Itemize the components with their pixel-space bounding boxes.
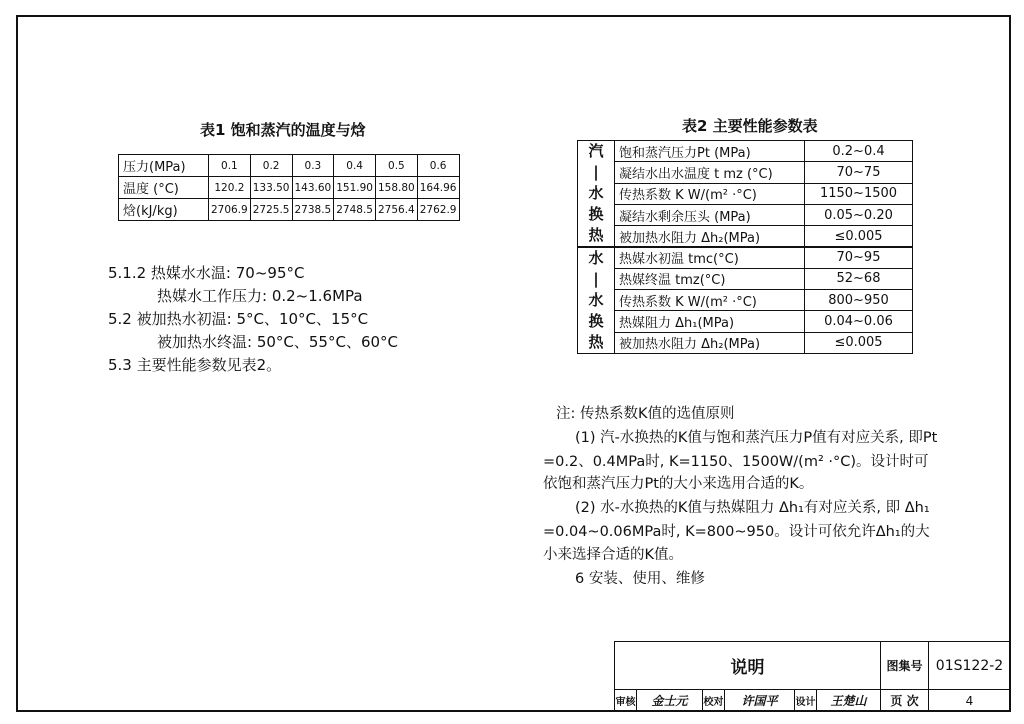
side-char: 换 xyxy=(588,312,604,330)
note-title: 注: 传热系数K值的选值原则 xyxy=(556,406,735,422)
table-row xyxy=(119,199,460,221)
table-row xyxy=(578,332,913,353)
section-6-heading: 6 安装、使用、维修 xyxy=(575,571,705,587)
note-line: =0.2、0.4MPa时, K=1150、1500W/(m² ·°C)。设计时可 xyxy=(543,454,929,470)
table-cell: 0.3 xyxy=(292,155,334,177)
side-char: | xyxy=(593,270,599,288)
note-line: 依饱和蒸汽压力Pt的大小来选用合适的K。 xyxy=(543,476,814,492)
param-name: 被加热水阻力 Δh₂(MPa) xyxy=(615,226,805,247)
saturated-steam-table xyxy=(118,154,460,221)
param-value: 1150~1500 xyxy=(805,183,913,204)
design-signature: 王楚山 xyxy=(817,690,881,712)
param-name: 热媒水初温 tmc(°C) xyxy=(615,247,805,268)
section-5-1-2: 5.1.2 热媒水水温: 70~95°C xyxy=(108,264,305,282)
section-5-1-2-pressure: 热媒水工作压力: 0.2~1.6MPa xyxy=(157,287,363,305)
table-cell: 0.4 xyxy=(334,155,376,177)
table-cell: 0.6 xyxy=(417,155,459,177)
param-value: 800~950 xyxy=(805,290,913,311)
side-char: 热 xyxy=(588,333,604,351)
param-value: 0.04~0.06 xyxy=(805,311,913,332)
param-value: ≤0.005 xyxy=(805,332,913,353)
side-char: 水 xyxy=(588,184,604,202)
performance-table xyxy=(577,140,913,354)
table-row xyxy=(578,162,913,183)
param-name: 热媒终温 tmz(°C) xyxy=(615,268,805,289)
table-cell: 2748.5 xyxy=(334,199,376,221)
table-row xyxy=(119,177,460,199)
review-label: 审核 xyxy=(615,690,637,712)
param-name: 凝结水出水温度 t mz (°C) xyxy=(615,162,805,183)
table-row xyxy=(578,183,913,204)
page-number: 4 xyxy=(929,690,1011,712)
table-cell: 0.1 xyxy=(209,155,251,177)
param-name: 传热系数 K W/(m² ·°C) xyxy=(615,183,805,204)
side-char: 水 xyxy=(588,249,604,267)
table-row xyxy=(578,290,913,311)
table-row xyxy=(578,247,913,268)
side-char: 汽 xyxy=(588,142,604,160)
table-row xyxy=(578,268,913,289)
table-cell: 143.60 xyxy=(292,177,334,199)
table-row xyxy=(578,141,913,162)
design-label: 设计 xyxy=(795,690,817,712)
param-name: 热媒阻力 Δh₁(MPa) xyxy=(615,311,805,332)
document-title: 说明 xyxy=(615,642,881,690)
section-5-3: 5.3 主要性能参数见表2。 xyxy=(108,356,282,374)
water-water-label xyxy=(578,247,615,354)
side-char: 水 xyxy=(588,291,604,309)
table-cell: 2706.9 xyxy=(209,199,251,221)
section-5-2-final-temp: 被加热水终温: 50°C、55°C、60°C xyxy=(157,333,399,351)
param-value: ≤0.005 xyxy=(805,226,913,247)
table-cell: 2725.5 xyxy=(250,199,292,221)
check-label: 校对 xyxy=(703,690,725,712)
table-cell: 164.96 xyxy=(417,177,459,199)
table-cell: 151.90 xyxy=(334,177,376,199)
table-row xyxy=(119,155,460,177)
review-signature: 金士元 xyxy=(637,690,703,712)
side-char: 热 xyxy=(588,226,604,244)
side-char: 换 xyxy=(588,205,604,223)
side-char: | xyxy=(593,163,599,181)
param-value: 70~75 xyxy=(805,162,913,183)
table-row xyxy=(578,311,913,332)
table-row xyxy=(578,204,913,225)
param-value: 52~68 xyxy=(805,268,913,289)
note-line: (2) 水-水换热的K值与热媒阻力 Δh₁有对应关系, 即 Δh₁ xyxy=(575,500,930,516)
param-name: 饱和蒸汽压力Pt (MPa) xyxy=(615,141,805,162)
param-name: 凝结水剩余压头 (MPa) xyxy=(615,204,805,225)
table-cell: 焓(kJ/kg) xyxy=(119,199,209,221)
note-line: =0.04~0.06MPa时, K=800~950。设计可依允许Δh₁的大 xyxy=(543,524,930,540)
title-block-row xyxy=(615,642,1011,690)
table-cell: 2762.9 xyxy=(417,199,459,221)
table-cell: 2756.4 xyxy=(376,199,418,221)
param-value: 0.05~0.20 xyxy=(805,204,913,225)
param-value: 0.2~0.4 xyxy=(805,141,913,162)
table-cell: 133.50 xyxy=(250,177,292,199)
title-block-row xyxy=(615,690,1011,712)
table-cell: 温度 (°C) xyxy=(119,177,209,199)
table2-caption: 表2 主要性能参数表 xyxy=(682,117,818,135)
atlas-number-value: 01S122-2 xyxy=(929,642,1011,690)
table-row xyxy=(578,226,913,247)
table-cell: 0.5 xyxy=(376,155,418,177)
table-cell: 2738.5 xyxy=(292,199,334,221)
table-cell: 压力(MPa) xyxy=(119,155,209,177)
param-name: 被加热水阻力 Δh₂(MPa) xyxy=(615,332,805,353)
title-block xyxy=(614,641,1011,712)
table-cell: 120.2 xyxy=(209,177,251,199)
note-line: (1) 汽-水换热的K值与饱和蒸汽压力P值有对应关系, 即Pt xyxy=(575,430,938,446)
table-cell: 0.2 xyxy=(250,155,292,177)
note-line: 小来选择合适的K值。 xyxy=(543,547,684,563)
param-value: 70~95 xyxy=(805,247,913,268)
steam-water-label xyxy=(578,141,615,248)
check-signature: 许国平 xyxy=(725,690,795,712)
section-5-2: 5.2 被加热水初温: 5°C、10°C、15°C xyxy=(108,310,369,328)
param-name: 传热系数 K W/(m² ·°C) xyxy=(615,290,805,311)
table1-caption: 表1 饱和蒸汽的温度与焓 xyxy=(200,121,366,139)
atlas-number-label: 图集号 xyxy=(881,642,929,690)
table-cell: 158.80 xyxy=(376,177,418,199)
page-label: 页 次 xyxy=(881,690,929,712)
